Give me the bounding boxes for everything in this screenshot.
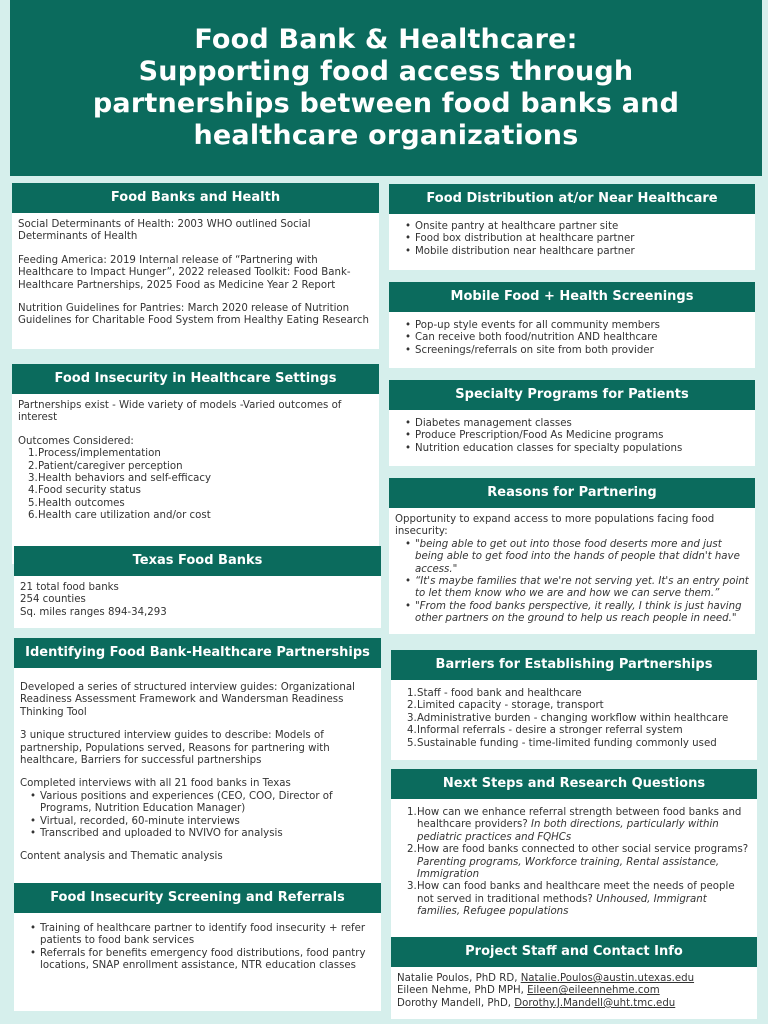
contact-name: Eileen Nehme, PhD MPH, (397, 985, 524, 997)
section-body (389, 312, 755, 368)
list-item: • Can receive both food/nutrition AND healthcare (405, 332, 749, 344)
list-item: • Various positions and experiences (CEO, COO, Director of Programs, Nutrition Education Manager) (30, 791, 375, 816)
list-item: • Training of healthcare partner to identify food insecurity + refer patients to food bank services (30, 923, 375, 948)
section-title: Mobile Food + Health Screenings (389, 282, 755, 312)
contact-email-link[interactable]: Natalie.Poulos@austin.utexas.edu (520, 973, 695, 984)
panel-food-banks-health (12, 183, 379, 349)
list-item: 2. Patient/caregiver perception (28, 460, 183, 472)
contact-row (397, 985, 751, 997)
quote: • "being able to get out into those food deserts more and just being able to get food into the hands of people that didn't have access." (405, 539, 749, 576)
specialty-list (395, 418, 749, 455)
section-body (14, 576, 381, 628)
list-item: • Mobile distribution near healthcare partner (405, 246, 749, 258)
contact-name: Dorothy Mandell, PhD, (397, 997, 512, 1009)
county-count: 254 counties (20, 594, 86, 606)
list-item: 3. Health behaviors and self-efficacy (28, 473, 212, 485)
section-title: Food Distribution at/or Near Healthcare (389, 184, 755, 214)
outcomes-label: Outcomes Considered: (18, 435, 134, 447)
section-body (391, 799, 757, 951)
quotes-list (395, 539, 749, 626)
list-item: • Nutrition education classes for specialty populations (405, 443, 749, 455)
section-title: Specialty Programs for Patients (389, 380, 755, 410)
list-item: 4. Informal referrals - desire a stronger referral system (407, 725, 683, 737)
contact-email-link[interactable]: Eileen@eileennehme.com (527, 985, 660, 997)
list-item: 6. Health care utilization and/or cost (28, 510, 211, 522)
list-item: 3. How can food banks and healthcare meet the needs of people not served in traditional methods? Unhoused, Immigrant families, Refugee populations (407, 881, 735, 918)
contact-email-link[interactable]: Dorothy.J.Mandell@uht.tmc.edu (514, 997, 676, 1009)
section-title: Reasons for Partnering (389, 478, 755, 508)
paragraph: Opportunity to expand access to more populations facing food insecurity: (395, 514, 715, 538)
quote: • "From the food banks perspective, it really, I think is just having other partners on the ground to help us reach people in need." (405, 601, 749, 626)
paragraph: Developed a series of structured interview guides: Organizational Readiness Assessment Framework and Wandersman Readiness Thinking Tool (20, 682, 355, 718)
panel-food-distribution (389, 184, 755, 270)
list-item: • Virtual, recorded, 60-minute interviews (30, 816, 375, 828)
barriers-list (397, 688, 751, 750)
paragraph: Nutrition Guidelines for Pantries: March 2020 release of Nutrition Guidelines for Charitable Food System from Healthy Eating Research (18, 303, 369, 327)
section-body (14, 913, 381, 1011)
section-body (14, 668, 381, 900)
panel-identifying-partnerships (14, 638, 381, 900)
contact-row (397, 998, 751, 1010)
section-title: Barriers for Establishing Partnerships (391, 650, 757, 680)
section-title: Food Insecurity Screening and Referrals (14, 883, 381, 913)
paragraph: Partnerships exist - Wide variety of models -Varied outcomes of interest (18, 400, 342, 424)
panel-specialty-programs (389, 380, 755, 466)
distribution-list (395, 221, 749, 258)
paragraph: 3 unique structured interview guides to describe: Models of partnership, Populations served, Reasons for partnering with healthcare, Barriers for successful partnerships (20, 730, 330, 767)
section-body (389, 214, 755, 270)
section-title: Food Insecurity in Healthcare Settings (12, 364, 379, 394)
section-body (391, 680, 757, 760)
list-item: 1. How can we enhance referral strength between food banks and healthcare providers? In both directions, particularly within pediatric practices and FQHCs (407, 807, 742, 843)
panel-food-insecurity-healthcare (12, 364, 379, 564)
contact-row (397, 973, 751, 985)
section-body (389, 410, 755, 466)
list-item: • Referrals for benefits emergency food distributions, food pantry locations, SNAP enrollment assistance, NTR education classes (30, 948, 375, 973)
section-body (12, 213, 379, 349)
food-bank-count: 21 total food banks (20, 582, 119, 593)
panel-screening-referrals (14, 883, 381, 1011)
panel-reasons-partnering (389, 478, 755, 634)
section-title: Next Steps and Research Questions (391, 769, 757, 799)
list-item: 5. Health outcomes (28, 497, 125, 509)
panel-barriers (391, 650, 757, 760)
section-body (391, 967, 757, 1019)
list-item: 1. Process/implementation (28, 448, 161, 460)
interview-details-list (20, 791, 375, 841)
mobile-list (395, 320, 749, 357)
paragraph: Completed interviews with all 21 food banks in Texas (20, 778, 291, 790)
list-item: 3. Administrative burden - changing workflow within healthcare (407, 712, 729, 724)
list-item: • Transcribed and uploaded to NVIVO for analysis (30, 828, 375, 840)
list-item: • Produce Prescription/Food As Medicine programs (405, 430, 749, 442)
list-item: 5. Sustainable funding - time-limited funding commonly used (407, 737, 717, 749)
paragraph: Feeding America: 2019 Internal release of “Partnering with Healthcare to Impact Hunger”, 2022 released Toolkit: Food Bank-Healthcare Partnerships, 2025 Food as Medicine Year 2 Report (18, 254, 351, 291)
list-item: 1. Staff - food bank and healthcare (407, 688, 582, 699)
section-title: Food Banks and Health (12, 183, 379, 213)
list-item: 2. How are food banks connected to other social service programs? Parenting programs, Workforce training, Rental assistance, Immigration (407, 844, 749, 881)
list-item: • Food box distribution at healthcare partner (405, 233, 749, 245)
poster-header (10, 0, 762, 176)
list-item: • Diabetes management classes (405, 418, 749, 430)
list-item: • Screenings/referrals on site from both provider (405, 345, 749, 357)
square-miles: Sq. miles ranges 894-34,293 (20, 606, 167, 618)
list-item: 2. Limited capacity - storage, transport (407, 700, 604, 712)
paragraph: Social Determinants of Health: 2003 WHO outlined Social Determinants of Health (18, 219, 311, 243)
contact-name: Natalie Poulos, PhD RD, (397, 973, 518, 984)
section-body (12, 394, 379, 564)
section-title: Project Staff and Contact Info (391, 937, 757, 967)
outcomes-list (18, 448, 373, 522)
panel-texas-food-banks (14, 546, 381, 628)
list-item: • Pop-up style events for all community members (405, 320, 749, 332)
paragraph: Content analysis and Thematic analysis (20, 851, 223, 863)
panel-mobile-screenings (389, 282, 755, 368)
section-title: Texas Food Banks (14, 546, 381, 576)
research-questions-list (397, 807, 751, 919)
panel-contact (391, 937, 757, 1019)
quote: • “It's maybe families that we're not serving yet. It's an entry point to let them know who we are and how we can serve them.” (405, 576, 749, 601)
section-body (389, 508, 755, 634)
poster-title: Food Bank & Healthcare: Supporting food access through partnerships between food banks and healthcare organizations (92, 24, 680, 151)
screening-list (20, 923, 375, 973)
list-item: 4. Food security status (28, 485, 141, 497)
list-item: • Onsite pantry at healthcare partner site (405, 221, 749, 233)
section-title: Identifying Food Bank-Healthcare Partnerships (14, 638, 381, 668)
panel-next-steps (391, 769, 757, 951)
